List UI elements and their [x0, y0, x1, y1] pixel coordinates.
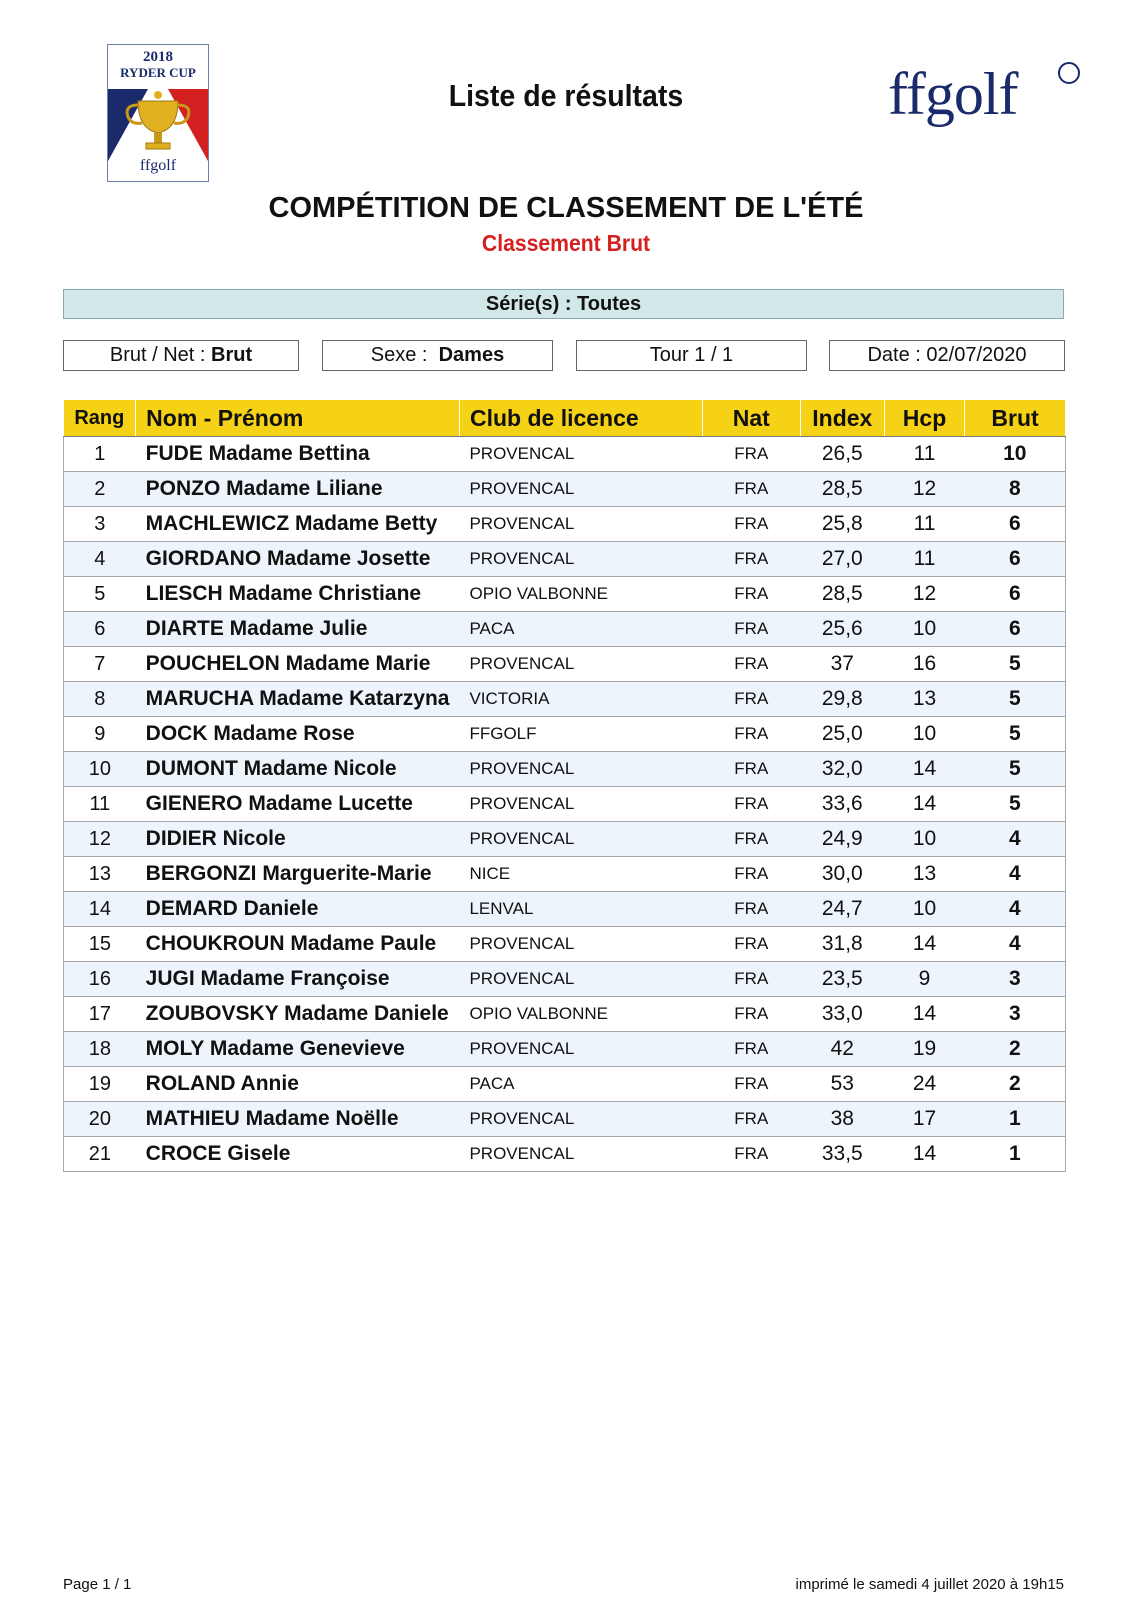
competition-title: COMPÉTITION DE CLASSEMENT DE L'ÉTÉ: [268, 192, 864, 224]
col-nom: Nom - Prénom: [136, 400, 460, 437]
sexe-box: [322, 340, 553, 371]
cell-index: 53: [800, 1067, 884, 1102]
brutnet-value: Brut: [211, 344, 253, 366]
cell-brut: 4: [965, 857, 1066, 892]
cell-hcp: 12: [884, 472, 964, 507]
cell-nom: GIORDANO Madame Josette: [136, 542, 460, 577]
logo-name: RYDER CUP: [120, 65, 196, 80]
cell-index: 25,6: [800, 612, 884, 647]
cell-nat: FRA: [703, 962, 801, 997]
cell-rang: 21: [64, 1137, 136, 1172]
cell-rang: 10: [64, 752, 136, 787]
cell-nat: FRA: [703, 1032, 801, 1067]
table-header-row: [64, 400, 1066, 437]
sexe-value: Dames: [438, 344, 505, 366]
cell-rang: 8: [64, 682, 136, 717]
cell-nom: ROLAND Annie: [136, 1067, 460, 1102]
cell-hcp: 14: [884, 927, 964, 962]
cell-hcp: 10: [884, 717, 964, 752]
cell-index: 24,9: [800, 822, 884, 857]
cell-nom: CROCE Gisele: [136, 1137, 460, 1172]
cell-club: PROVENCAL: [459, 542, 702, 577]
cell-nom: DIDIER Nicole: [136, 822, 460, 857]
cell-nom: DOCK Madame Rose: [136, 717, 460, 752]
cell-rang: 6: [64, 612, 136, 647]
cell-rang: 15: [64, 927, 136, 962]
table-row: [64, 507, 1066, 542]
table-row: [64, 1102, 1066, 1137]
col-nat: Nat: [703, 400, 801, 437]
cell-index: 24,7: [800, 892, 884, 927]
cell-nom: MACHLEWICZ Madame Betty: [136, 507, 460, 542]
cell-rang: 18: [64, 1032, 136, 1067]
cell-hcp: 24: [884, 1067, 964, 1102]
table-row: [64, 997, 1066, 1032]
logo-brand: ffgolf: [139, 157, 177, 174]
table-row: [64, 892, 1066, 927]
cell-brut: 5: [965, 752, 1066, 787]
table-row: [64, 962, 1066, 997]
cell-index: 31,8: [800, 927, 884, 962]
cell-club: PROVENCAL: [459, 927, 702, 962]
cell-rang: 4: [64, 542, 136, 577]
cell-club: NICE: [459, 857, 702, 892]
cell-rang: 17: [64, 997, 136, 1032]
cell-nat: FRA: [703, 1067, 801, 1102]
cell-brut: 1: [965, 1137, 1066, 1172]
cell-hcp: 19: [884, 1032, 964, 1067]
brutnet-label: Brut / Net :: [109, 344, 206, 366]
cell-index: 32,0: [800, 752, 884, 787]
cell-rang: 5: [64, 577, 136, 612]
cell-hcp: 12: [884, 577, 964, 612]
cell-club: OPIO VALBONNE: [459, 577, 702, 612]
cell-club: PROVENCAL: [459, 437, 702, 472]
cell-rang: 14: [64, 892, 136, 927]
cell-brut: 1: [965, 1102, 1066, 1137]
cell-nom: ZOUBOVSKY Madame Daniele: [136, 997, 460, 1032]
cell-brut: 5: [965, 717, 1066, 752]
cell-hcp: 9: [884, 962, 964, 997]
cell-nat: FRA: [703, 1137, 801, 1172]
cell-rang: 11: [64, 787, 136, 822]
cell-hcp: 13: [884, 857, 964, 892]
cell-hcp: 13: [884, 682, 964, 717]
table-row: [64, 647, 1066, 682]
cell-nat: FRA: [703, 612, 801, 647]
col-brut: Brut: [965, 400, 1066, 437]
cell-nat: FRA: [703, 892, 801, 927]
results-table: [63, 400, 1066, 1172]
cell-brut: 2: [965, 1067, 1066, 1102]
col-club: Club de licence: [459, 400, 702, 437]
table-row: [64, 612, 1066, 647]
cell-club: PROVENCAL: [459, 1137, 702, 1172]
table-row: [64, 542, 1066, 577]
cell-nat: FRA: [703, 542, 801, 577]
cell-rang: 9: [64, 717, 136, 752]
cell-club: PACA: [459, 612, 702, 647]
cell-hcp: 11: [884, 542, 964, 577]
cell-nom: GIENERO Madame Lucette: [136, 787, 460, 822]
table-row: [64, 752, 1066, 787]
cell-nom: CHOUKROUN Madame Paule: [136, 927, 460, 962]
cell-brut: 5: [965, 647, 1066, 682]
cell-hcp: 10: [884, 612, 964, 647]
cell-club: VICTORIA: [459, 682, 702, 717]
cell-index: 28,5: [800, 472, 884, 507]
cell-hcp: 10: [884, 822, 964, 857]
table-row: [64, 1032, 1066, 1067]
cell-hcp: 11: [884, 437, 964, 472]
cell-rang: 7: [64, 647, 136, 682]
cell-nat: FRA: [703, 507, 801, 542]
cell-nat: FRA: [703, 717, 801, 752]
sexe-label: Sexe :: [370, 344, 428, 366]
cell-hcp: 14: [884, 997, 964, 1032]
cell-nat: FRA: [703, 822, 801, 857]
cell-hcp: 11: [884, 507, 964, 542]
ffgolf-wordmark: ffgolf: [888, 61, 1018, 127]
cell-brut: 5: [965, 682, 1066, 717]
cell-rang: 20: [64, 1102, 136, 1137]
cell-nat: FRA: [703, 437, 801, 472]
page-number: Page 1 / 1: [63, 1576, 132, 1593]
cell-index: 33,0: [800, 997, 884, 1032]
cell-index: 25,8: [800, 507, 884, 542]
cell-club: PROVENCAL: [459, 1032, 702, 1067]
table-row: [64, 927, 1066, 962]
document-title: Liste de résultats: [448, 78, 684, 113]
cell-rang: 19: [64, 1067, 136, 1102]
table-row: [64, 437, 1066, 472]
cell-brut: 4: [965, 892, 1066, 927]
cell-rang: 13: [64, 857, 136, 892]
cell-club: PROVENCAL: [459, 787, 702, 822]
cell-nom: MOLY Madame Genevieve: [136, 1032, 460, 1067]
cell-index: 30,0: [800, 857, 884, 892]
col-hcp: Hcp: [884, 400, 964, 437]
cell-brut: 10: [965, 437, 1066, 472]
cell-club: LENVAL: [459, 892, 702, 927]
cell-nom: JUGI Madame Françoise: [136, 962, 460, 997]
date-box: Date : 02/07/2020: [829, 340, 1065, 371]
brutnet-box: [63, 340, 299, 371]
cell-nom: LIESCH Madame Christiane: [136, 577, 460, 612]
col-index: Index: [800, 400, 884, 437]
print-timestamp: imprimé le samedi 4 juillet 2020 à 19h15: [795, 1576, 1064, 1593]
cell-index: 27,0: [800, 542, 884, 577]
cell-hcp: 14: [884, 787, 964, 822]
cell-hcp: 16: [884, 647, 964, 682]
cell-index: 26,5: [800, 437, 884, 472]
cell-nat: FRA: [703, 997, 801, 1032]
cell-hcp: 14: [884, 752, 964, 787]
cell-nat: FRA: [703, 857, 801, 892]
rooster-icon: [1058, 62, 1080, 84]
cell-nat: FRA: [703, 927, 801, 962]
table-row: [64, 857, 1066, 892]
cell-index: 33,6: [800, 787, 884, 822]
cell-brut: 4: [965, 927, 1066, 962]
cell-nom: POUCHELON Madame Marie: [136, 647, 460, 682]
table-row: [64, 577, 1066, 612]
cell-index: 42: [800, 1032, 884, 1067]
cell-nat: FRA: [703, 1102, 801, 1137]
cell-index: 23,5: [800, 962, 884, 997]
cell-club: FFGOLF: [459, 717, 702, 752]
cell-index: 37: [800, 647, 884, 682]
cell-nat: FRA: [703, 472, 801, 507]
cell-brut: 6: [965, 507, 1066, 542]
cell-club: PROVENCAL: [459, 472, 702, 507]
series-filter: Série(s) : Toutes: [63, 289, 1064, 319]
cell-club: PACA: [459, 1067, 702, 1102]
cell-hcp: 10: [884, 892, 964, 927]
cell-hcp: 17: [884, 1102, 964, 1137]
cell-club: PROVENCAL: [459, 962, 702, 997]
cell-brut: 4: [965, 822, 1066, 857]
cell-brut: 6: [965, 577, 1066, 612]
table-row: [64, 1067, 1066, 1102]
competition-subtitle: Classement Brut: [481, 230, 651, 256]
cell-club: OPIO VALBONNE: [459, 997, 702, 1032]
cell-club: PROVENCAL: [459, 822, 702, 857]
cell-rang: 3: [64, 507, 136, 542]
cell-hcp: 14: [884, 1137, 964, 1172]
cell-index: 38: [800, 1102, 884, 1137]
cell-brut: 6: [965, 612, 1066, 647]
cell-index: 25,0: [800, 717, 884, 752]
cell-index: 33,5: [800, 1137, 884, 1172]
cell-index: 28,5: [800, 577, 884, 612]
cell-nat: FRA: [703, 787, 801, 822]
cell-brut: 2: [965, 1032, 1066, 1067]
table-row: [64, 717, 1066, 752]
cell-nat: FRA: [703, 577, 801, 612]
cell-nom: DUMONT Madame Nicole: [136, 752, 460, 787]
cell-brut: 6: [965, 542, 1066, 577]
table-row: [64, 787, 1066, 822]
cell-index: 29,8: [800, 682, 884, 717]
table-row: [64, 472, 1066, 507]
cell-nat: FRA: [703, 682, 801, 717]
table-row: [64, 1137, 1066, 1172]
cell-rang: 16: [64, 962, 136, 997]
cell-nom: PONZO Madame Liliane: [136, 472, 460, 507]
col-rang: Rang: [64, 400, 136, 437]
cell-nom: MATHIEU Madame Noëlle: [136, 1102, 460, 1137]
ffgolf-logo: [888, 60, 1078, 140]
cell-nom: DEMARD Daniele: [136, 892, 460, 927]
cell-club: PROVENCAL: [459, 647, 702, 682]
cell-nom: DIARTE Madame Julie: [136, 612, 460, 647]
cell-nat: FRA: [703, 647, 801, 682]
cell-brut: 3: [965, 962, 1066, 997]
cell-rang: 1: [64, 437, 136, 472]
cell-nom: BERGONZI Marguerite-Marie: [136, 857, 460, 892]
cell-nat: FRA: [703, 752, 801, 787]
cell-rang: 12: [64, 822, 136, 857]
cell-nom: MARUCHA Madame Katarzyna: [136, 682, 460, 717]
table-row: [64, 682, 1066, 717]
cell-brut: 5: [965, 787, 1066, 822]
cell-club: PROVENCAL: [459, 752, 702, 787]
cell-rang: 2: [64, 472, 136, 507]
logo-year: 2018: [143, 49, 173, 65]
cell-brut: 8: [965, 472, 1066, 507]
cell-nom: FUDE Madame Bettina: [136, 437, 460, 472]
table-row: [64, 822, 1066, 857]
cell-club: PROVENCAL: [459, 507, 702, 542]
tour-box: Tour 1 / 1: [576, 340, 807, 371]
cell-brut: 3: [965, 997, 1066, 1032]
cell-club: PROVENCAL: [459, 1102, 702, 1137]
